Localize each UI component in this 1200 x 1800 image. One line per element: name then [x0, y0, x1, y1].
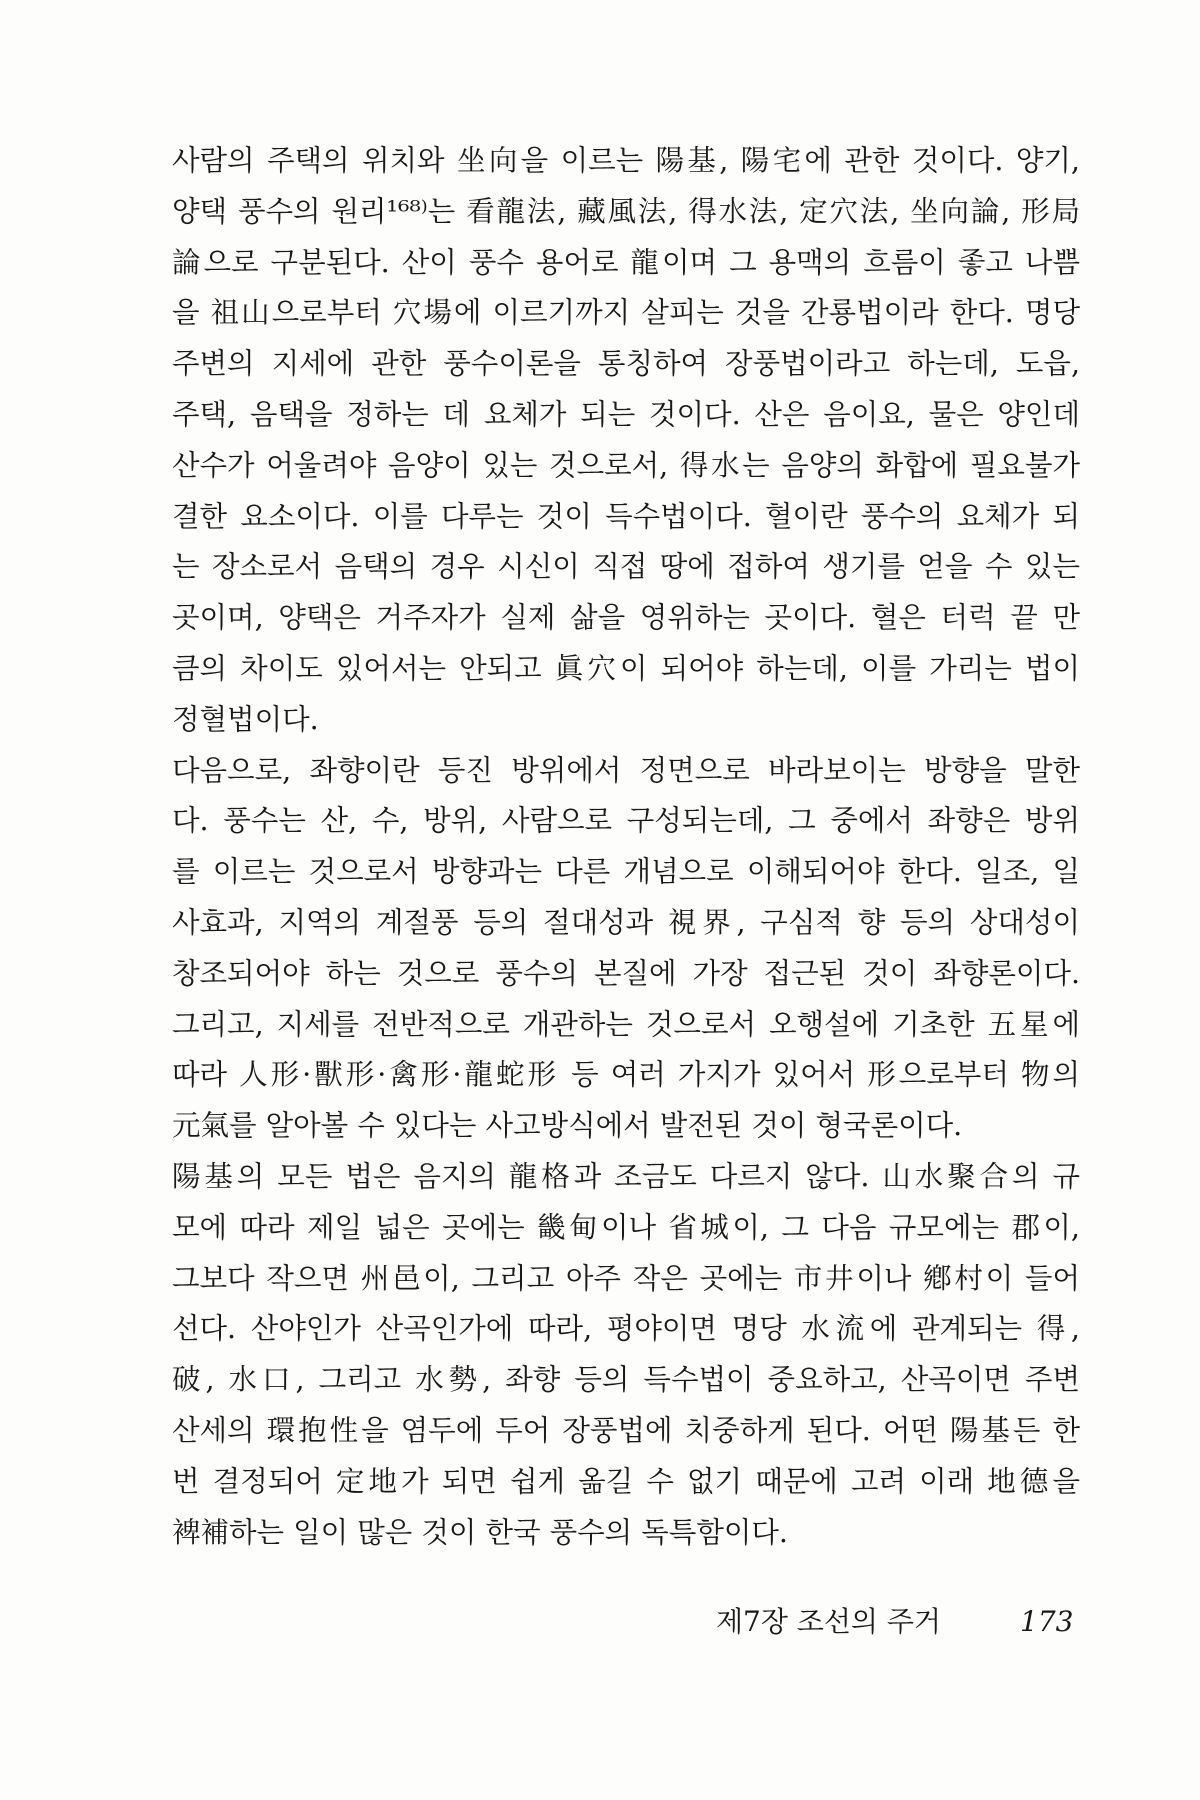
page-number: 173 [1020, 1605, 1074, 1638]
text-line: 裨補하는 일이 많은 것이 한국 풍수의 독특함이다. [172, 1515, 788, 1549]
text-line: 그보다 작으면 州邑이, 그리고 아주 작은 곳에는 市井이나 鄕村이 들어 [172, 1261, 1080, 1295]
text-line: 주택, 음택을 정하는 데 요체가 되는 것이다. 산은 음이요, 물은 양인데 [172, 397, 1080, 431]
text-line: 산수가 어울려야 음양이 있는 것으로서, 得水는 음양의 화합에 필요불가 [172, 448, 1080, 482]
text-line: 창조되어야 하는 것으로 풍수의 본질에 가장 접근된 것이 좌향론이다. [172, 956, 1080, 990]
text-line: 는 장소로서 음택의 경우 시신이 직접 땅에 접하여 생기를 얻을 수 있는 [172, 550, 1080, 584]
text-line: 를 이르는 것으로서 방향과는 다른 개념으로 이해되어야 한다. 일조, 일 [172, 855, 1080, 889]
body-text [172, 136, 1080, 1558]
text-line: 破, 水口, 그리고 水勢, 좌향 등의 득수법이 중요하고, 산곡이면 주변 [172, 1363, 1080, 1397]
running-footer-chapter: 제7장 조선의 주거 [716, 1605, 941, 1638]
text-line: 사람의 주택의 위치와 坐向을 이르는 陽基, 陽宅에 관한 것이다. 양기, [172, 144, 1080, 177]
text-line: 결한 요소이다. 이를 다루는 것이 득수법이다. 혈이란 풍수의 요체가 되 [172, 499, 1080, 533]
text-line: 모에 따라 제일 넓은 곳에는 畿甸이나 省城이, 그 다음 규모에는 郡이, [172, 1210, 1080, 1244]
text-line: 그리고, 지세를 전반적으로 개관하는 것으로서 오행설에 기초한 五星에 [172, 1007, 1080, 1041]
text-line: 을 祖山으로부터 穴場에 이르기까지 살피는 것을 간룡법이라 한다. 명당 [172, 296, 1080, 330]
text-line: 선다. 산야인가 산곡인가에 따라, 평야이면 명당 水流에 관계되는 得, [172, 1312, 1080, 1346]
text-line: 산세의 環抱性을 염두에 두어 장풍법에 치중하게 된다. 어떤 陽基든 한 [172, 1413, 1080, 1447]
text-line: 정혈법이다. [172, 702, 319, 736]
text-line: 다. 풍수는 산, 수, 방위, 사람으로 구성되는데, 그 중에서 좌향은 방위 [172, 804, 1080, 838]
text-line: 곳이며, 양택은 거주자가 실제 삶을 영위하는 곳이다. 혈은 터럭 끝 만 [172, 601, 1080, 635]
text-line: 다음으로, 좌향이란 등진 방위에서 정면으로 바라보이는 방향을 말한 [172, 753, 1080, 787]
text-line: 論으로 구분된다. 산이 풍수 용어로 龍이며 그 용맥의 흐름이 좋고 나쁨 [172, 245, 1080, 279]
page-footer [716, 1600, 1096, 1644]
text-line: 주변의 지세에 관한 풍수이론을 통칭하여 장풍법이라고 하는데, 도읍, [172, 347, 1080, 381]
text-line: 양택 풍수의 원리¹⁶⁸⁾는 看龍法, 藏風法, 得水法, 定穴法, 坐向論, 形局 [172, 194, 1080, 228]
text-line: 따라 人形·獸形·禽形·龍蛇形 등 여러 가지가 있어서 形으로부터 物의 [172, 1058, 1080, 1092]
text-line: 번 결정되어 定地가 되면 쉽게 옮길 수 없기 때문에 고려 이래 地德을 [172, 1464, 1080, 1498]
text-line: 元氣를 알아볼 수 있다는 사고방식에서 발전된 것이 형국론이다. [172, 1109, 963, 1143]
text-line: 사효과, 지역의 계절풍 등의 절대성과 視界, 구심적 향 등의 상대성이 [172, 905, 1080, 939]
text-line: 큼의 차이도 있어서는 안되고 眞穴이 되어야 하는데, 이를 가리는 법이 [172, 651, 1080, 685]
text-line: 陽基의 모든 법은 음지의 龍格과 조금도 다르지 않다. 山水聚合의 규 [172, 1159, 1080, 1193]
